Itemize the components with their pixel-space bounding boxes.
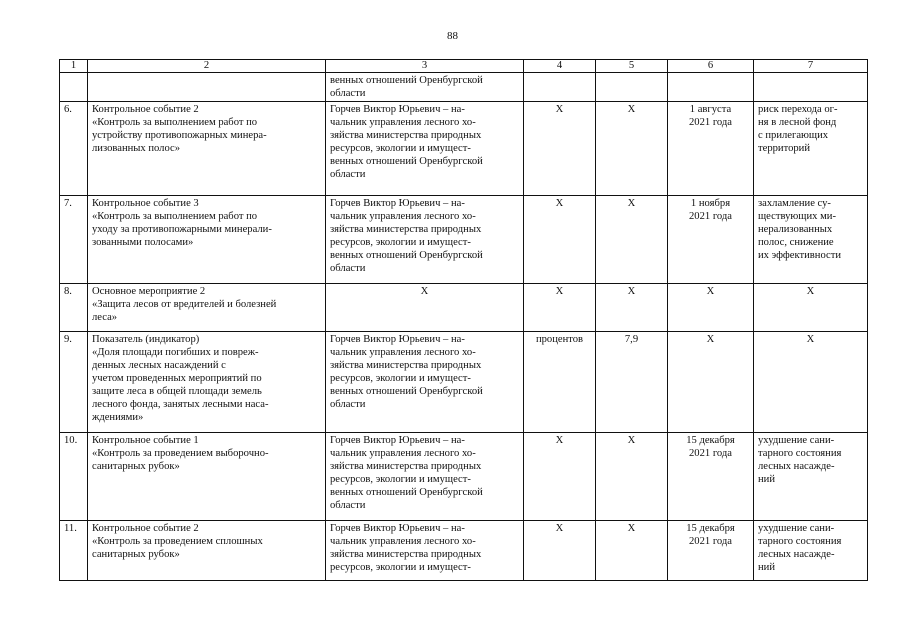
cell-person (326, 102, 524, 196)
text-line: венных отношений Оренбургской (330, 156, 483, 167)
text-line: области (330, 263, 366, 274)
cell-event (88, 73, 326, 102)
cell-unit (524, 73, 596, 102)
plan-table (59, 59, 868, 581)
text-line: тарного состояния (758, 448, 842, 459)
cell-num: 10. (60, 433, 88, 521)
text-line: санитарных рубок» (92, 461, 180, 472)
col-header: 1 (60, 60, 88, 73)
cell-date (668, 433, 754, 521)
cell-event (88, 196, 326, 284)
text-line: 2021 года (688, 448, 732, 459)
cell-person (326, 433, 524, 521)
table-row (60, 102, 868, 196)
cell-risk (754, 521, 868, 581)
cell-unit: Х (524, 521, 596, 581)
text-line: 15 декабря (686, 523, 735, 534)
text-line: Контрольное событие 3 (92, 198, 199, 209)
cell-unit: Х (524, 433, 596, 521)
text-line: ухудшение сани- (758, 523, 835, 534)
cell-date (668, 102, 754, 196)
cell-date: Х (668, 332, 754, 433)
text-line: зованными полосами» (92, 237, 194, 248)
text-line: «Защита лесов от вредителей и болезней (92, 299, 277, 310)
text-line: «Контроль за проведением сплошных (92, 536, 263, 547)
text-line: риск перехода ог- (758, 104, 838, 115)
text-line: ществующих ми- (758, 211, 836, 222)
table-row (60, 196, 868, 284)
cell-event (88, 433, 326, 521)
cell-unit: процентов (524, 332, 596, 433)
text-line: лизованных полос» (92, 143, 181, 154)
text-line: Контрольное событие 2 (92, 523, 199, 534)
text-line: «Доля площади погибших и повреж- (92, 347, 259, 358)
text-line: Горчев Виктор Юрьевич – на- (330, 104, 465, 115)
text-line: уходу за противопожарными минерали- (92, 224, 272, 235)
text-line: 2021 года (688, 536, 732, 547)
text-line: области (330, 88, 366, 99)
text-line: Основное мероприятие 2 (92, 286, 206, 297)
cell-value: Х (596, 102, 668, 196)
cell-event (88, 102, 326, 196)
text-line: 15 декабря (686, 435, 735, 446)
cell-num: 8. (60, 284, 88, 332)
text-line: зяйства министерства природных (330, 224, 482, 235)
text-line: ресурсов, экологии и имущест- (330, 373, 471, 384)
cell-num: 6. (60, 102, 88, 196)
text-line: области (330, 399, 366, 410)
text-line: санитарных рубок» (92, 549, 180, 560)
cell-person (326, 73, 524, 102)
text-line: чальник управления лесного хо- (330, 347, 476, 358)
table-row (60, 521, 868, 581)
text-line: территорий (758, 143, 811, 154)
table-row (60, 73, 868, 102)
cell-num (60, 73, 88, 102)
text-line: ний (758, 562, 776, 573)
table-row (60, 284, 868, 332)
text-line: зяйства министерства природных (330, 360, 482, 371)
cell-event (88, 284, 326, 332)
text-line: Горчев Виктор Юрьевич – на- (330, 435, 465, 446)
col-header: 6 (668, 60, 754, 73)
cell-value: Х (596, 521, 668, 581)
text-line: ня в лесной фонд (758, 117, 837, 128)
text-line: области (330, 169, 366, 180)
text-line: венных отношений Оренбургской (330, 487, 483, 498)
text-line: чальник управления лесного хо- (330, 117, 476, 128)
cell-num: 9. (60, 332, 88, 433)
cell-risk: Х (754, 284, 868, 332)
text-line: венных отношений Оренбургской (330, 75, 483, 86)
text-line: «Контроль за проведением выборочно- (92, 448, 269, 459)
cell-risk (754, 73, 868, 102)
text-line: ухудшение сани- (758, 435, 835, 446)
cell-risk (754, 196, 868, 284)
text-line: учетом проведенных мероприятий по (92, 373, 262, 384)
cell-date (668, 196, 754, 284)
text-line: Горчев Виктор Юрьевич – на- (330, 523, 465, 534)
text-line: 1 ноября (690, 198, 731, 209)
text-line: лесного фонда, занятых лесными наса- (92, 399, 269, 410)
text-line: лесных насажде- (758, 461, 835, 472)
cell-person (326, 521, 524, 581)
col-header: 5 (596, 60, 668, 73)
text-line: с прилегающих (758, 130, 829, 141)
text-line: захламление су- (758, 198, 831, 209)
cell-person (326, 332, 524, 433)
text-line: Показатель (индикатор) (92, 334, 200, 345)
text-line: Контрольное событие 2 (92, 104, 199, 115)
text-line: ждениями» (92, 412, 144, 423)
cell-event (88, 521, 326, 581)
cell-risk: Х (754, 332, 868, 433)
text-line: денных лесных насаждений с (92, 360, 226, 371)
text-line: зяйства министерства природных (330, 549, 482, 560)
text-line: 2021 года (688, 211, 732, 222)
text-line: «Контроль за выполнением работ по (92, 211, 258, 222)
col-header: 7 (754, 60, 868, 73)
cell-risk (754, 102, 868, 196)
cell-risk (754, 433, 868, 521)
text-line: защите леса в общей площади земель (92, 386, 262, 397)
cell-person: Х (326, 284, 524, 332)
cell-num: 7. (60, 196, 88, 284)
text-line: устройству противопожарных минера- (92, 130, 267, 141)
text-line: полос, снижение (758, 237, 834, 248)
text-line: чальник управления лесного хо- (330, 536, 476, 547)
table-row (60, 433, 868, 521)
text-line: Контрольное событие 1 (92, 435, 199, 446)
text-line: тарного состояния (758, 536, 842, 547)
text-line: их эффективности (758, 250, 842, 261)
cell-value: 7,9 (596, 332, 668, 433)
cell-person (326, 196, 524, 284)
text-line: Горчев Виктор Юрьевич – на- (330, 334, 465, 345)
col-header: 3 (326, 60, 524, 73)
text-line: «Контроль за выполнением работ по (92, 117, 258, 128)
text-line: нерализованных (758, 224, 833, 235)
text-line: ний (758, 474, 776, 485)
text-line: 2021 года (688, 117, 732, 128)
cell-value: Х (596, 433, 668, 521)
cell-unit: Х (524, 102, 596, 196)
col-header: 2 (88, 60, 326, 73)
table-row (60, 332, 868, 433)
col-header: 4 (524, 60, 596, 73)
header-row (60, 60, 868, 73)
text-line: венных отношений Оренбургской (330, 386, 483, 397)
cell-unit: Х (524, 196, 596, 284)
text-line: зяйства министерства природных (330, 130, 482, 141)
text-line: ресурсов, экологии и имущест- (330, 143, 471, 154)
text-line: зяйства министерства природных (330, 461, 482, 472)
cell-date (668, 521, 754, 581)
text-line: Горчев Виктор Юрьевич – на- (330, 198, 465, 209)
text-line: чальник управления лесного хо- (330, 448, 476, 459)
cell-value: Х (596, 284, 668, 332)
cell-date (668, 73, 754, 102)
text-line: ресурсов, экологии и имущест- (330, 562, 471, 573)
text-line: венных отношений Оренбургской (330, 250, 483, 261)
text-line: леса» (92, 312, 118, 323)
cell-unit: Х (524, 284, 596, 332)
cell-event (88, 332, 326, 433)
text-line: 1 августа (689, 104, 732, 115)
text-line: ресурсов, экологии и имущест- (330, 474, 471, 485)
text-line: лесных насажде- (758, 549, 835, 560)
text-line: чальник управления лесного хо- (330, 211, 476, 222)
page-number: 88 (447, 30, 458, 42)
cell-value (596, 73, 668, 102)
cell-date: Х (668, 284, 754, 332)
cell-num: 11. (60, 521, 88, 581)
text-line: области (330, 500, 366, 511)
text-line: ресурсов, экологии и имущест- (330, 237, 471, 248)
cell-value: Х (596, 196, 668, 284)
